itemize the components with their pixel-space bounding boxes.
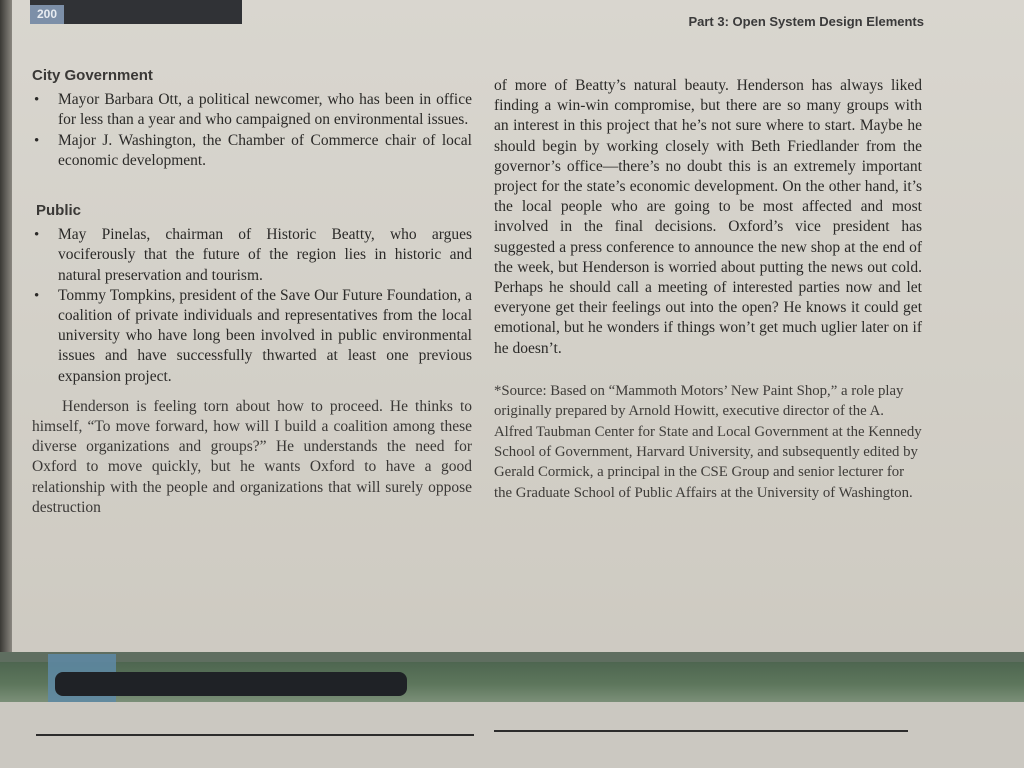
city-government-list [32,90,472,171]
list-item-text: May Pinelas, chairman of Historic Beatty, who argues vociferously that the future of the region lies in historic and natural preservation and tourism. [58,226,472,284]
black-redaction-bar [55,672,407,696]
body-paragraph-right: of more of Beatty’s natural beauty. Henderson has always liked finding a win-win compromise, but there are so many groups with an interest in this project that he’s not sure where to start. Maybe he should begin by working closely with Beth Friedlander from the governor’s office—there’s no doubt this is an extremely important project for the state’s economic development. On the other hand, it’s the local people who are going to be most affected and most involved in the final decisions. Oxford’s vice president has suggested a press conference to announce the new shop at the end of the week, but Henderson is worried about putting the news out cold. Perhaps he should call a meeting of interested parties now and let everyone get their feelings out into the open? He knows it could get emotional, but he wonders if things won’t get much uglier later on if he doesn’t. [494,77,922,357]
bullet-icon: • [34,92,40,109]
page-edge-shadow [0,0,12,660]
bullet-icon: • [34,227,40,244]
horizontal-rule-right [494,730,908,732]
source-footnote: *Source: Based on “Mammoth Motors’ New Paint Shop,” a role play originally prepared by Arnold Howitt, executive director of the A. Alfred Taubman Center for State and Local Government at the Kennedy School of Government, Harvard University, and subsequently edited by Gerald Cormick, a principal in the CSE Group and senior lecturer for the Graduate School of Public Affairs at the University of Washington. [494,382,922,501]
running-head: Part 3: Open System Design Elements [688,14,924,29]
list-item [32,225,472,286]
list-item-text: Mayor Barbara Ott, a political newcomer, who has been in office for less than a year and who campaigned on environmental issues. [58,91,472,129]
section-heading-public: Public [36,202,82,220]
list-item-text: Tommy Tompkins, president of the Save Our Future Foundation, a coalition of private individuals and representatives from the local university who have long been involved in public environmental issues and have successfully thwarted at least one previous expansion project. [58,286,472,385]
section-heading-city-government: City Government [32,67,153,84]
left-column [32,66,472,518]
list-item [32,90,472,130]
list-item [32,131,472,171]
list-item [32,286,472,387]
bullet-icon: • [34,287,40,304]
list-item-text: Major J. Washington, the Chamber of Commerce chair of local economic development. [58,131,472,169]
public-list [32,225,472,387]
horizontal-rule-left [36,734,474,736]
body-paragraph-left: Henderson is feeling torn about how to proceed. He thinks to himself, “To move forward, how will I build a coalition among these diverse organizations and groups?” He understands the need for Oxford to move quickly, but he wants Oxford to have a good relationship with the people and organizations that will surely oppose destruction [32,397,472,516]
page-number: 200 [30,5,64,24]
right-column [494,76,922,518]
bullet-icon: • [34,132,40,149]
